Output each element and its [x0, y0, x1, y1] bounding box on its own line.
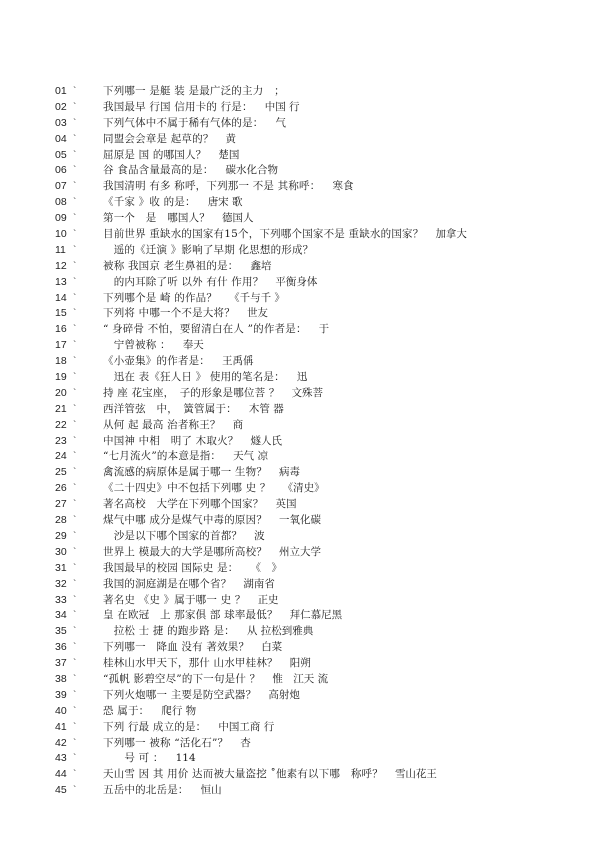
tick-mark: `	[73, 213, 77, 225]
question-number: 22	[55, 418, 67, 431]
question-row	[55, 640, 590, 656]
tick-mark: `	[73, 753, 77, 765]
tick-mark: `	[73, 562, 77, 574]
question-text: 下列将 中哪一个不是大将？	[103, 307, 235, 320]
tick-mark: `	[73, 372, 77, 384]
question-text: 皇 在欧冠 上 那家俱 部 球率最低？	[103, 609, 278, 622]
question-row	[55, 100, 590, 116]
question-number: 35	[55, 625, 67, 638]
question-number: 15	[55, 307, 67, 320]
question-text: 的内耳除了听 以外 有什 作用？	[103, 275, 264, 288]
tick-mark: `	[73, 610, 77, 622]
answer-text: 湖南省	[243, 577, 275, 590]
question-text: 宁曾被称 ：	[103, 339, 171, 352]
question-row	[55, 720, 590, 736]
answer-text: 迅	[296, 371, 308, 384]
question-row	[55, 481, 590, 497]
question-text: 恐 属于：	[103, 704, 150, 717]
question-row	[55, 211, 590, 227]
answer-text: 唐宋 歌	[207, 196, 243, 209]
question-text: 西洋管弦 中， 簧管属于：	[103, 402, 237, 415]
answer-text: 《 》	[250, 561, 282, 574]
answer-text: 碳水化合物	[225, 164, 279, 177]
question-number: 42	[55, 736, 67, 749]
question-row	[55, 449, 590, 465]
question-number: 06	[55, 164, 67, 177]
tick-mark: `	[73, 244, 77, 256]
question-number: 39	[55, 688, 67, 701]
question-row	[55, 163, 590, 179]
tick-mark: `	[73, 785, 77, 797]
question-number: 31	[55, 561, 67, 574]
question-number: 01	[55, 85, 67, 97]
question-number: 40	[55, 704, 67, 717]
tick-mark: `	[73, 181, 77, 193]
question-row	[55, 497, 590, 513]
tick-mark: `	[73, 578, 77, 590]
question-row	[55, 402, 590, 418]
answer-text: 中国 行	[264, 100, 300, 113]
answer-text: 阳朔	[289, 657, 311, 670]
tick-mark: `	[73, 229, 77, 241]
question-number: 28	[55, 514, 67, 527]
question-row	[55, 179, 590, 195]
question-number: 16	[55, 323, 67, 336]
question-text: 下列火炮哪一 主要是防空武器？	[103, 688, 257, 701]
answer-text: 寒食	[332, 180, 354, 193]
question-row	[55, 275, 590, 291]
question-row	[55, 386, 590, 402]
answer-text: 拜仁慕尼黑	[289, 609, 343, 622]
tick-mark: `	[73, 769, 77, 781]
question-number: 13	[55, 275, 67, 288]
answer-text: 鑫培	[250, 259, 272, 272]
tick-mark: `	[73, 530, 77, 542]
answer-text: 白菜	[261, 641, 283, 654]
answer-text: 《清史》	[282, 482, 325, 495]
answer-text: 平衡身体	[275, 275, 318, 288]
tick-mark: `	[73, 705, 77, 717]
question-text: 我国的洞庭湖是在哪个省？	[103, 577, 232, 590]
tick-mark: `	[73, 149, 77, 161]
question-number: 37	[55, 657, 67, 670]
question-number: 09	[55, 212, 67, 225]
question-row	[55, 418, 590, 434]
question-row	[55, 132, 590, 148]
answer-text: 英国	[275, 498, 297, 511]
question-row	[55, 608, 590, 624]
question-number: 29	[55, 529, 67, 542]
tick-mark: `	[73, 515, 77, 527]
question-text: 目前世界 重缺水的国家有15个，下列哪个国家不是 重缺水的国家？	[103, 228, 424, 241]
question-number: 30	[55, 545, 67, 558]
question-number: 27	[55, 498, 67, 511]
tick-mark: `	[73, 467, 77, 479]
question-row	[55, 354, 590, 370]
question-number: 32	[55, 577, 67, 590]
question-number: 45	[55, 784, 67, 797]
question-text: 下列哪一 被称 “活化石”？	[103, 736, 229, 749]
answer-text: 病毒	[279, 466, 301, 479]
question-row	[55, 148, 590, 164]
question-text: 《千家 》收 的是：	[103, 196, 196, 209]
answer-text: 气	[275, 116, 286, 129]
question-text: 下列哪一 是艇 装 是最广泛的主力 ；	[103, 85, 285, 97]
tick-mark: `	[73, 499, 77, 511]
tick-mark: `	[73, 626, 77, 638]
answer-text: 高射炮	[268, 688, 300, 701]
question-number: 08	[55, 196, 67, 209]
question-row	[55, 704, 590, 720]
answer-text: 黄	[225, 132, 237, 145]
question-row	[55, 561, 590, 577]
tick-mark: `	[73, 387, 77, 399]
answer-text: 雪山花王	[394, 768, 437, 781]
question-number: 41	[55, 720, 67, 733]
tick-mark: `	[73, 419, 77, 431]
question-row	[55, 593, 590, 609]
answer-text: 杏	[240, 736, 251, 749]
question-list	[55, 84, 590, 799]
tick-mark: `	[73, 197, 77, 209]
answer-text: 中国工商 行	[218, 720, 275, 733]
tick-mark: `	[73, 594, 77, 606]
question-number: 05	[55, 148, 67, 161]
question-text: 著名史 《史 》属于哪一 史 ？	[103, 593, 246, 606]
question-number: 21	[55, 402, 67, 415]
question-text: 沙是以下哪个国家的首都？	[103, 529, 243, 542]
question-number: 43	[55, 752, 67, 765]
question-text: 屈原是 国 的哪国人？	[103, 148, 207, 161]
answer-text: 《千与千 》	[229, 291, 285, 304]
question-number: 26	[55, 482, 67, 495]
tick-mark: `	[73, 324, 77, 336]
question-text: 桂林山水甲天下，那什 山水甲桂林？	[103, 657, 278, 670]
answer-text: 一氧化碳	[279, 514, 322, 527]
tick-mark: `	[73, 403, 77, 415]
tick-mark: `	[73, 260, 77, 272]
question-number: 20	[55, 386, 67, 399]
question-row	[55, 529, 590, 545]
question-text: 谷 食品含量最高的是：	[103, 164, 214, 177]
question-number: 44	[55, 768, 67, 781]
question-row	[55, 227, 590, 243]
question-number: 14	[55, 291, 67, 304]
question-text: 禽流感的病原体是属于哪一 生物？	[103, 466, 268, 479]
question-row	[55, 656, 590, 672]
answer-text: 加拿大	[435, 228, 467, 241]
question-row	[55, 577, 590, 593]
question-text: 下列哪一 降血 没有 著效果？	[103, 641, 250, 654]
question-text: 下列气体中不属于稀有气体的是：	[103, 116, 264, 129]
question-number: 25	[55, 466, 67, 479]
tick-mark: `	[73, 86, 77, 97]
question-row	[55, 465, 590, 481]
question-text: 我国最早 行国 信用卡的 行是：	[103, 100, 253, 113]
question-text: 拉松 士 捷 的跑步路 是：	[103, 625, 235, 638]
tick-mark: `	[73, 133, 77, 145]
question-text: 第一个 是 哪国人？	[103, 212, 210, 225]
question-number: 36	[55, 641, 67, 654]
question-row	[55, 195, 590, 211]
question-row	[55, 84, 590, 100]
question-number: 33	[55, 593, 67, 606]
question-number: 18	[55, 355, 67, 368]
tick-mark: `	[73, 546, 77, 558]
answer-text: 从 拉松到雅典	[246, 625, 314, 638]
answer-text: 惟 江天 流	[272, 672, 329, 685]
tick-mark: `	[73, 165, 77, 177]
answer-text: 114	[175, 752, 196, 765]
question-text: 迅在 表《狂人日 》 使用的笔名是：	[103, 371, 285, 384]
question-number: 23	[55, 434, 67, 447]
question-number: 38	[55, 672, 67, 685]
question-text: 被称 我国京 老生鼻祖的是：	[103, 259, 239, 272]
question-number: 03	[55, 116, 67, 129]
question-row	[55, 751, 590, 767]
question-number: 10	[55, 228, 67, 241]
answer-text: 王禹偁	[222, 355, 254, 368]
question-row	[55, 243, 590, 259]
question-text: 遥的《迁演 》影响了早期 化思想的形成？	[103, 243, 314, 256]
tick-mark: `	[73, 673, 77, 685]
question-text: 号 可 ：	[103, 752, 164, 765]
question-text: “孤帆 影碧空尽”的下一句是什 ？	[103, 672, 261, 685]
tick-mark: `	[73, 101, 77, 113]
tick-mark: `	[73, 721, 77, 733]
question-number: 24	[55, 450, 67, 463]
tick-mark: `	[73, 658, 77, 670]
tick-mark: `	[73, 356, 77, 368]
answer-text: 州立大学	[279, 545, 322, 558]
question-row	[55, 624, 590, 640]
question-text: 中国神 中相 明了 木取火？	[103, 434, 239, 447]
answer-text: 奉天	[182, 339, 204, 352]
question-row	[55, 322, 590, 338]
answer-text: 世友	[246, 307, 268, 320]
question-text: 下列哪个是 崎 的作品？	[103, 291, 218, 304]
question-number: 07	[55, 180, 67, 193]
question-text: 从何 起 最高 治者称王？	[103, 418, 221, 431]
question-row	[55, 545, 590, 561]
question-number: 04	[55, 132, 67, 145]
question-text: 下列 行最 成立的是：	[103, 720, 207, 733]
answer-text: 文殊菩	[291, 386, 324, 399]
answer-text: 波	[254, 529, 265, 542]
tick-mark: `	[73, 689, 77, 701]
question-text: “ 身碎骨 不怕，要留清白在人 ”的作者是：	[103, 323, 307, 336]
question-text: 煤气中哪 成分是煤气中毒的原因？	[103, 514, 268, 527]
answer-text: 商	[232, 418, 244, 431]
question-text: 持 座 花宝座， 子的形象是哪位菩 ？	[103, 386, 280, 399]
question-text: 《二十四史》中不包括下列哪 史 ？	[103, 482, 271, 495]
question-text: 同盟会会章是 起草的？	[103, 132, 214, 145]
tick-mark: `	[73, 308, 77, 320]
question-row	[55, 434, 590, 450]
answer-text: 德国人	[222, 212, 254, 225]
tick-mark: `	[73, 451, 77, 463]
answer-text: 木管 器	[248, 402, 284, 415]
question-number: 17	[55, 339, 67, 352]
answer-text: 恒山	[200, 784, 222, 797]
question-row	[55, 672, 590, 688]
question-row	[55, 783, 590, 799]
answer-text: 于	[318, 323, 330, 336]
question-text: 我国最早的校园 国际史 是：	[103, 561, 239, 574]
question-text: 五岳中的北岳是：	[103, 784, 189, 797]
question-row	[55, 688, 590, 704]
question-number: 02	[55, 100, 67, 113]
question-text: 世界上 模最大的大学是哪所高校？	[103, 545, 268, 558]
question-text: “七月流火”的本意是指：	[103, 450, 222, 463]
answer-text: 燧人氏	[250, 434, 282, 447]
question-row	[55, 291, 590, 307]
question-text: 天山雪 因 其 用价 达而被大量盗挖 ˚他素有以下哪 称呼？	[103, 768, 383, 781]
question-number: 11	[55, 243, 66, 256]
question-row	[55, 370, 590, 386]
question-row	[55, 513, 590, 529]
question-row	[55, 767, 590, 783]
question-row	[55, 259, 590, 275]
tick-mark: `	[73, 642, 77, 654]
tick-mark: `	[73, 435, 77, 447]
tick-mark: `	[73, 292, 77, 304]
tick-mark: `	[73, 340, 77, 352]
question-number: 19	[55, 371, 67, 384]
question-row	[55, 736, 590, 752]
question-row	[55, 338, 590, 354]
question-row	[55, 306, 590, 322]
question-number: 34	[55, 609, 67, 622]
question-text: 《小壶集》的作者是：	[103, 355, 210, 368]
question-number: 12	[55, 259, 67, 272]
question-text: 我国清明 有多 称呼，下列那一 不是 其称呼：	[103, 180, 321, 193]
tick-mark: `	[73, 276, 77, 288]
tick-mark: `	[73, 483, 77, 495]
tick-mark: `	[73, 737, 77, 749]
tick-mark: `	[73, 117, 77, 129]
answer-text: 天气 凉	[233, 450, 268, 463]
question-row	[55, 116, 590, 132]
answer-text: 爬行 物	[161, 704, 197, 717]
answer-text: 正史	[257, 593, 279, 606]
answer-text: 楚国	[218, 148, 240, 161]
question-text: 著名高校 大学在下列哪个国家？	[103, 498, 264, 511]
